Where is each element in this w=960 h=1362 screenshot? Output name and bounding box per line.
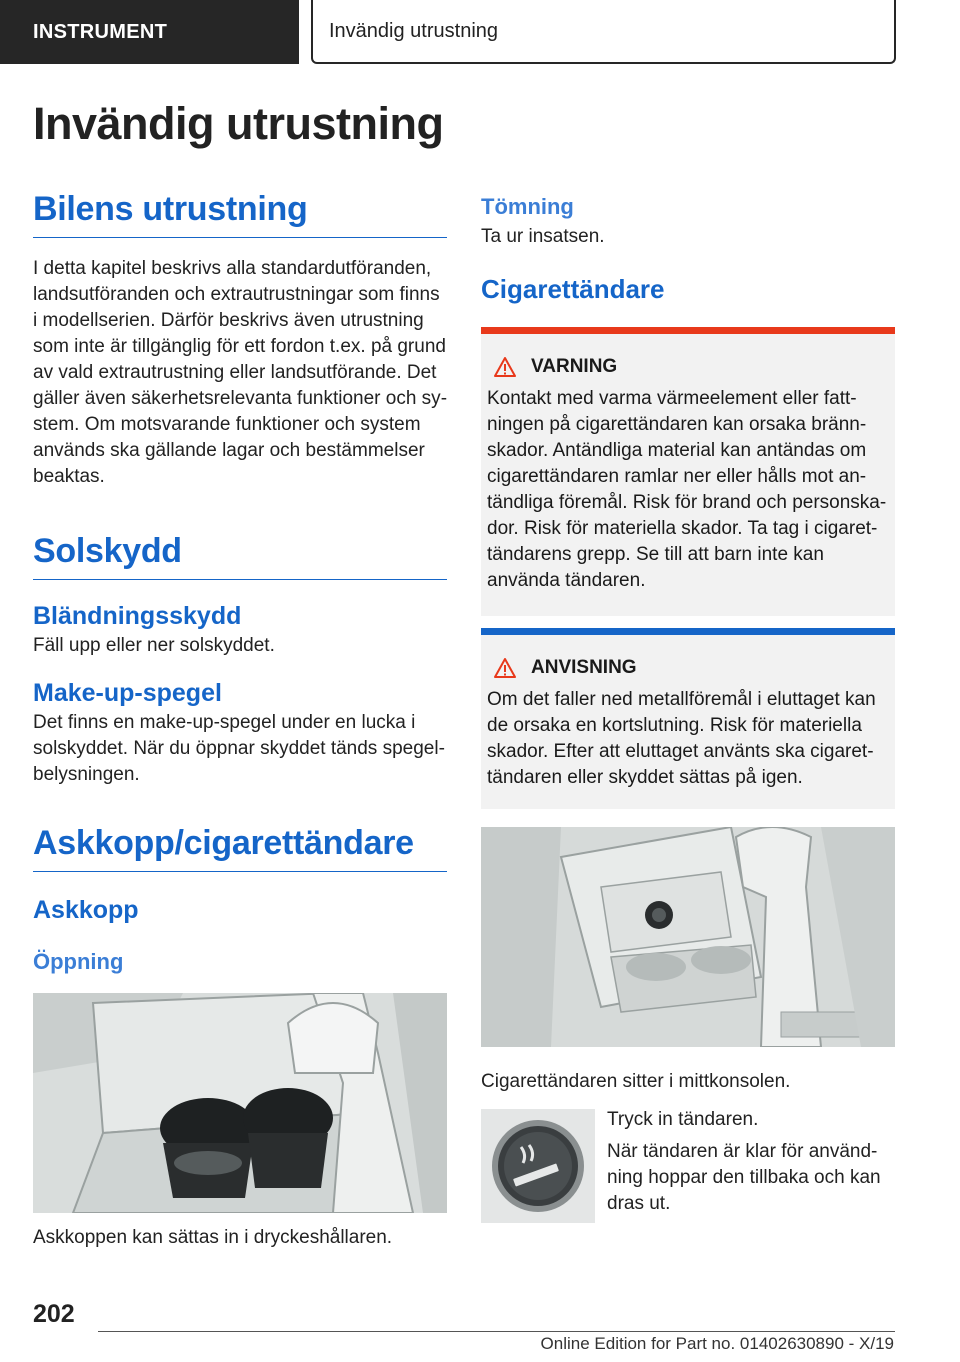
lighter-instruction [481,1109,895,1259]
heading-askkopp: Askkopp [33,896,139,924]
paragraph-tomning: Ta ur insatsen. [481,226,605,247]
heading-tomning: Tömning [481,194,574,219]
section-tab: INSTRUMENT [0,0,299,64]
press-text: Tryck in tändaren. [607,1109,759,1130]
left-column [33,190,447,1251]
center-console-image [481,827,895,1047]
note-box [481,628,895,809]
note-text: Om det faller ned metallföremål i eluttaget kan de orsaka en kortslutning. Risk för materiella skador. Efter att eluttaget använts ska cigarettändaren eller skyddet sättas på igen. [487,689,876,788]
heading-cigarettandare: Cigarettändare [481,274,665,304]
heading-blandningsskydd: Bländningsskydd [33,602,242,630]
heading-make-up-spegel: Make-up-spegel [33,679,222,707]
paragraph-bilens-utrustning: I detta kapitel beskrivs alla standardutföranden, landsutföranden och extrautrustningar som finns i modellserien. Därför beskrivs även utrustning som inte är tillgänglig för ett fordon t.ex. på grund av vald extrautrustning eller landsutförande. Det gäller även säkerhetsrelevanta funktioner och system. Om motsvarande funktioner och system används ska gällande lagar och bestämmelser beaktas. [33,258,448,487]
heading-solskydd: Solskydd [33,532,447,580]
lighter-button-image [481,1109,595,1223]
cigarette-lighter-icon [481,1109,595,1223]
footer-divider [98,1331,895,1332]
warning-label: VARNING [531,356,618,377]
caption-cigarettandare: Cigarettändaren sitter i mittkonsolen. [481,1071,791,1092]
ready-text: När tändaren är klar för användning hoppar den tillbaka och kan dras ut. [607,1141,881,1214]
warning-text: Kontakt med varma värmeelement eller fattningen på cigarettändaren kan orsaka brännskador. Antändliga material kan antändas om cigarettändaren ramlar ner eller hålls mot antändliga föremål. Risk för brand och personskador. Risk för materiella skador. Ta tag i cigarettändarens grepp. Se till att barn inte kan använda tändaren. [487,388,887,591]
note-header [487,657,887,679]
warning-header [487,356,887,378]
heading-askkopp-cigarettandare: Askkopp/cigarettändare [33,824,447,872]
ashtray-illustration [33,993,447,1213]
caption-askkopp: Askkoppen kan sättas in i dryckeshållaren. [33,1227,393,1248]
page-title: Invändig utrustning [33,98,444,149]
note-label: ANVISNING [531,657,637,678]
caution-triangle-icon [493,657,517,679]
page-number: 202 [33,1300,75,1328]
footer-edition: Online Edition for Part no. 01402630890 - X/19 [540,1334,894,1353]
heading-bilens-utrustning: Bilens utrustning [33,190,447,238]
ashtray-image [33,993,447,1213]
warning-box [481,327,895,616]
center-console-illustration [481,827,895,1047]
warning-triangle-icon [493,356,517,378]
page-header [0,0,960,66]
paragraph-make-up-spegel: Det finns en make-up-spegel under en lucka i solskyddet. När du öppnar skyddet tänds spegelbelysningen. [33,712,445,785]
paragraph-blandningsskydd: Fäll upp eller ner solskyddet. [33,635,275,656]
heading-oppning: Öppning [33,949,124,974]
right-column [481,190,895,1259]
chapter-tab: Invändig utrustning [311,0,896,64]
